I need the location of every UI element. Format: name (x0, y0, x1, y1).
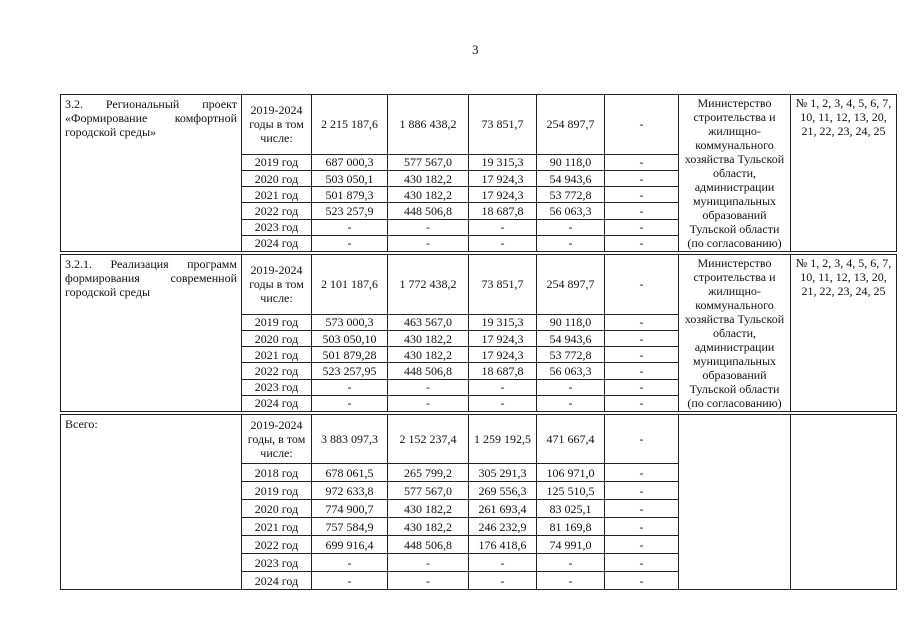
amount-cell: 17 924,3 (469, 330, 537, 346)
amount-cell: 3 883 097,3 (312, 415, 388, 464)
amount-cell: - (312, 572, 388, 590)
period-cell: 2020 год (242, 170, 312, 186)
period-cell: 2019-2024 годы в том числе: (242, 255, 312, 315)
amount-cell: - (605, 95, 679, 155)
responsible-org: Министерство строительства и жилищно-коммунального хозяйства Тульской области, администрации муниципальных образований Тульской области (по согласованию) (679, 95, 791, 252)
amount-cell: 523 257,95 (312, 363, 388, 379)
period-cell: 2024 год (242, 235, 312, 251)
period-cell: 2019-2024 годы, в том числе: (242, 415, 312, 464)
amount-cell: - (388, 379, 469, 395)
amount-cell: 501 879,28 (312, 347, 388, 363)
period-cell: 2019 год (242, 154, 312, 170)
amount-cell: - (537, 235, 605, 251)
amount-cell: - (605, 554, 679, 572)
amount-cell: 73 851,7 (469, 255, 537, 315)
amount-cell: - (388, 235, 469, 251)
amount-cell: - (605, 203, 679, 219)
amount-cell: 56 063,3 (537, 203, 605, 219)
amount-cell: 18 687,8 (469, 203, 537, 219)
amount-cell: 471 667,4 (537, 415, 605, 464)
amount-cell: - (605, 347, 679, 363)
amount-cell: - (605, 379, 679, 395)
amount-cell: 430 182,2 (388, 500, 469, 518)
amount-cell: 246 232,9 (469, 518, 537, 536)
amount-cell: 448 506,8 (388, 536, 469, 554)
amount-cell: 699 916,4 (312, 536, 388, 554)
amount-cell: 430 182,2 (388, 170, 469, 186)
amount-cell: - (537, 395, 605, 411)
amount-cell: 54 943,6 (537, 330, 605, 346)
amount-cell: 2 101 187,6 (312, 255, 388, 315)
amount-cell: - (605, 536, 679, 554)
budget-table (60, 94, 897, 590)
amount-cell: 17 924,3 (469, 187, 537, 203)
page-number: 3 (472, 42, 479, 57)
amount-cell: 2 152 237,4 (388, 415, 469, 464)
amount-cell: - (388, 572, 469, 590)
amount-cell: 53 772,8 (537, 187, 605, 203)
amount-cell: 81 169,8 (537, 518, 605, 536)
amount-cell: - (605, 572, 679, 590)
amount-cell: 125 510,5 (537, 482, 605, 500)
period-cell: 2024 год (242, 395, 312, 411)
indicator-numbers: № 1, 2, 3, 4, 5, 6, 7, 10, 11, 12, 13, 20, 21, 22, 23, 24, 25 (791, 95, 897, 252)
amount-cell: - (605, 415, 679, 464)
amount-cell: - (312, 379, 388, 395)
amount-cell: 757 584,9 (312, 518, 388, 536)
amount-cell: 83 025,1 (537, 500, 605, 518)
amount-cell: - (469, 554, 537, 572)
amount-cell: 261 693,4 (469, 500, 537, 518)
amount-cell: 254 897,7 (537, 95, 605, 155)
amount-cell: 1 259 192,5 (469, 415, 537, 464)
period-cell: 2019 год (242, 314, 312, 330)
period-cell: 2022 год (242, 536, 312, 554)
amount-cell: 687 000,3 (312, 154, 388, 170)
table-body (61, 95, 897, 590)
period-cell: 2019-2024 годы в том числе: (242, 95, 312, 155)
amount-cell: 53 772,8 (537, 347, 605, 363)
amount-cell: - (605, 235, 679, 251)
amount-cell: - (605, 464, 679, 482)
amount-cell: 90 118,0 (537, 154, 605, 170)
amount-cell: - (312, 219, 388, 235)
amount-cell: - (605, 395, 679, 411)
amount-cell: - (388, 395, 469, 411)
period-cell: 2024 год (242, 572, 312, 590)
amount-cell: 573 000,3 (312, 314, 388, 330)
amount-cell: 501 879,3 (312, 187, 388, 203)
amount-cell: - (469, 572, 537, 590)
amount-cell: 254 897,7 (537, 255, 605, 315)
amount-cell: 774 900,7 (312, 500, 388, 518)
amount-cell: - (605, 518, 679, 536)
amount-cell: - (605, 363, 679, 379)
amount-cell: 305 291,3 (469, 464, 537, 482)
amount-cell: - (469, 219, 537, 235)
amount-cell: - (605, 219, 679, 235)
amount-cell: - (605, 187, 679, 203)
period-cell: 2022 год (242, 363, 312, 379)
amount-cell: 577 567,0 (388, 482, 469, 500)
indicator-numbers: № 1, 2, 3, 4, 5, 6, 7, 10, 11, 12, 13, 20, 21, 22, 23, 24, 25 (791, 255, 897, 412)
amount-cell: 577 567,0 (388, 154, 469, 170)
amount-cell: 106 971,0 (537, 464, 605, 482)
section-total-row (61, 415, 897, 464)
amount-cell: - (537, 554, 605, 572)
amount-cell: - (605, 330, 679, 346)
amount-cell: 90 118,0 (537, 314, 605, 330)
amount-cell: 503 050,10 (312, 330, 388, 346)
amount-cell: 430 182,2 (388, 347, 469, 363)
period-cell: 2020 год (242, 500, 312, 518)
responsible-org: Министерство строительства и жилищно-коммунального хозяйства Тульской области, администрации муниципальных образований Тульской области (по согласованию) (679, 255, 791, 412)
amount-cell: 17 924,3 (469, 170, 537, 186)
amount-cell: 523 257,9 (312, 203, 388, 219)
section-name: 3.2. Региональный проект «Формирование комфортной городской среды» (61, 95, 242, 252)
amount-cell: - (537, 379, 605, 395)
period-cell: 2019 год (242, 482, 312, 500)
period-cell: 2023 год (242, 219, 312, 235)
period-cell: 2020 год (242, 330, 312, 346)
amount-cell: 18 687,8 (469, 363, 537, 379)
responsible-org (679, 415, 791, 590)
period-cell: 2018 год (242, 464, 312, 482)
period-cell: 2021 год (242, 187, 312, 203)
amount-cell: 2 215 187,6 (312, 95, 388, 155)
amount-cell: - (312, 554, 388, 572)
amount-cell: 19 315,3 (469, 154, 537, 170)
amount-cell: 1 772 438,2 (388, 255, 469, 315)
amount-cell: - (605, 500, 679, 518)
amount-cell: 73 851,7 (469, 95, 537, 155)
section-name: 3.2.1. Реализация программ формирования современной городской среды (61, 255, 242, 412)
amount-cell: - (469, 395, 537, 411)
amount-cell: - (537, 219, 605, 235)
amount-cell: - (469, 379, 537, 395)
amount-cell: 1 886 438,2 (388, 95, 469, 155)
amount-cell: - (469, 235, 537, 251)
period-cell: 2023 год (242, 379, 312, 395)
amount-cell: 463 567,0 (388, 314, 469, 330)
amount-cell: - (605, 154, 679, 170)
amount-cell: 430 182,2 (388, 187, 469, 203)
amount-cell: - (312, 395, 388, 411)
section-total-row (61, 95, 897, 155)
amount-cell: - (312, 235, 388, 251)
section-name: Всего: (61, 415, 242, 590)
amount-cell: - (605, 170, 679, 186)
amount-cell: - (605, 482, 679, 500)
amount-cell: 19 315,3 (469, 314, 537, 330)
period-cell: 2023 год (242, 554, 312, 572)
amount-cell: 448 506,8 (388, 203, 469, 219)
amount-cell: 678 061,5 (312, 464, 388, 482)
amount-cell: 430 182,2 (388, 330, 469, 346)
amount-cell: 269 556,3 (469, 482, 537, 500)
indicator-numbers (791, 415, 897, 590)
period-cell: 2021 год (242, 518, 312, 536)
amount-cell: 430 182,2 (388, 518, 469, 536)
amount-cell: 176 418,6 (469, 536, 537, 554)
amount-cell: - (605, 255, 679, 315)
period-cell: 2022 год (242, 203, 312, 219)
amount-cell: 74 991,0 (537, 536, 605, 554)
amount-cell: 972 633,8 (312, 482, 388, 500)
amount-cell: 448 506,8 (388, 363, 469, 379)
section-total-row (61, 255, 897, 315)
amount-cell: 265 799,2 (388, 464, 469, 482)
amount-cell: - (388, 554, 469, 572)
amount-cell: 17 924,3 (469, 347, 537, 363)
amount-cell: 56 063,3 (537, 363, 605, 379)
amount-cell: - (537, 572, 605, 590)
amount-cell: - (388, 219, 469, 235)
period-cell: 2021 год (242, 347, 312, 363)
amount-cell: 503 050,1 (312, 170, 388, 186)
amount-cell: - (605, 314, 679, 330)
amount-cell: 54 943,6 (537, 170, 605, 186)
